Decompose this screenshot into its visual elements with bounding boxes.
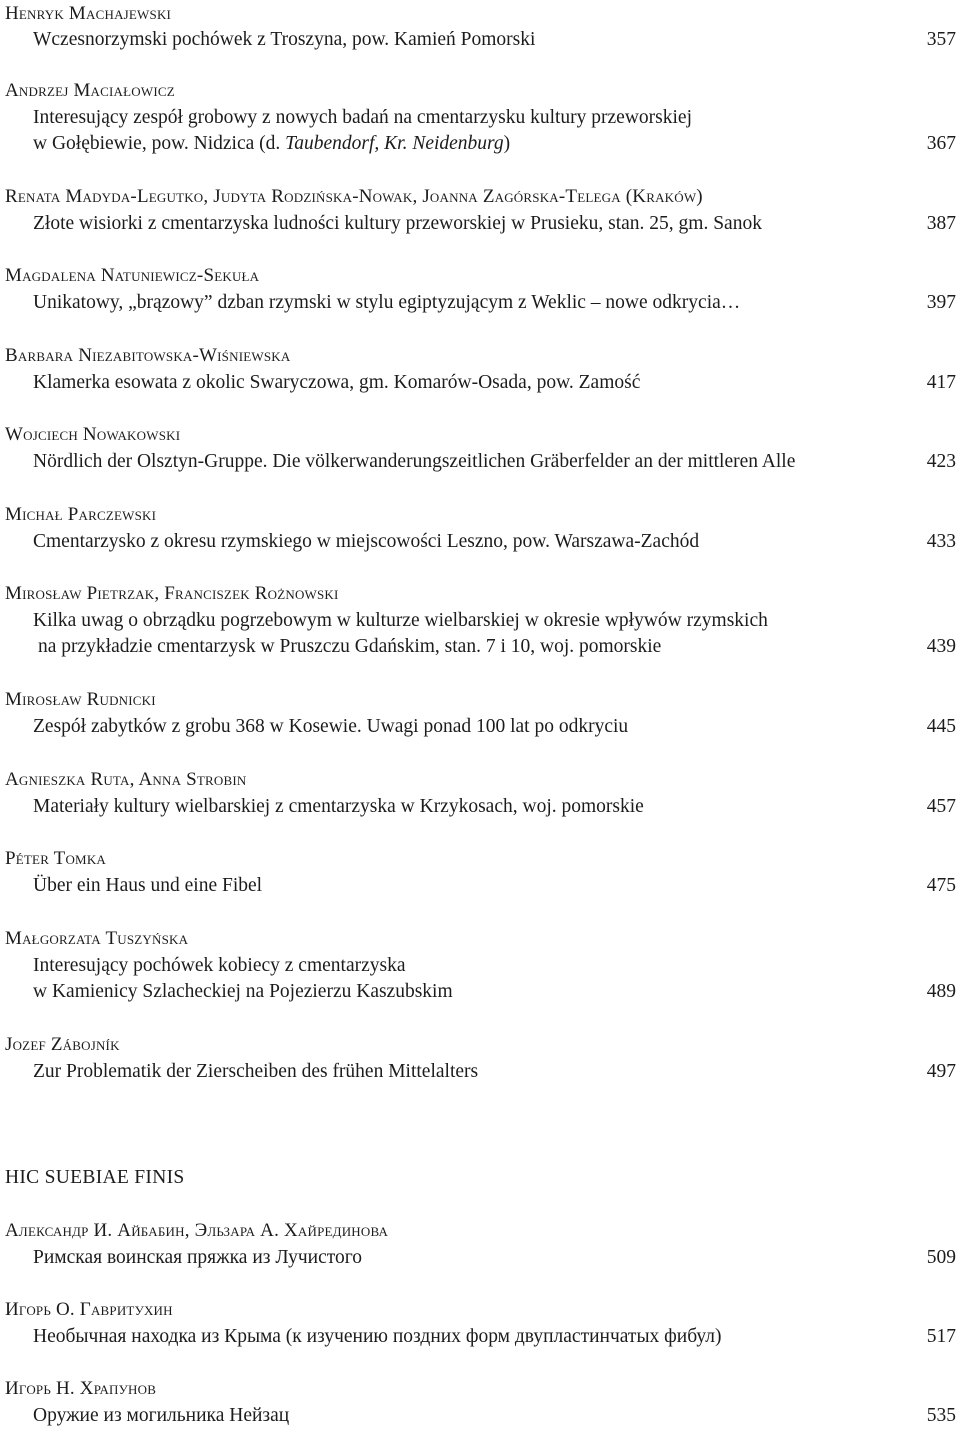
- entry-page-number: 489: [926, 981, 956, 1002]
- entry-title-continued: w Kamienicy Szlacheckiej na Pojezierzu Kaszubskim: [33, 981, 453, 1002]
- entry-author: Agnieszka Ruta, Anna Strobin: [5, 769, 247, 790]
- entry-author: Henryk Machajewski: [5, 3, 172, 24]
- entry-title: Materiały kultury wielbarskiej z cmentarzyska w Krzykosach, woj. pomorskie: [33, 796, 644, 817]
- entry-author: Michał Parczewski: [5, 504, 157, 525]
- entry-title: Złote wisiorki z cmentarzyska ludności kultury przeworskiej w Prusieku, stan. 25, gm. Sanok: [33, 213, 762, 234]
- entry-page-number: 357: [926, 29, 956, 50]
- entry-page-number: 387: [926, 213, 956, 234]
- entry-title: Über ein Haus und eine Fibel: [33, 875, 263, 896]
- entry-author: Péter Tomka: [5, 848, 106, 869]
- entry-author: Jozef Zábojník: [5, 1034, 120, 1055]
- entry-page-number: 509: [926, 1247, 956, 1268]
- entry-page-number: 439: [926, 636, 956, 657]
- section-heading: HIC SUEBIAE FINIS: [5, 1167, 185, 1188]
- entry-title: Unikatowy, „brązowy” dzban rzymski w stylu egiptyzującym z Weklic – nowe odkrycia…: [33, 292, 741, 313]
- entry-title: Nördlich der Olsztyn-Gruppe. Die völkerwanderungszeitlichen Gräberfelder an der mittleren Alle: [33, 451, 796, 472]
- entry-page-number: 397: [926, 292, 956, 313]
- entry-title-continued: [33, 132, 510, 156]
- entry-author: Małgorzata Tuszyńska: [5, 928, 189, 949]
- entry-title-italic-part: Taubendorf, Kr. Neidenburg: [285, 133, 504, 154]
- entry-title-part: w Gołębiewie, pow. Nidzica (d.: [33, 133, 286, 154]
- entry-page-number: 457: [926, 796, 956, 817]
- entry-page-number: 417: [926, 372, 956, 393]
- entry-author: Andrzej Maciałowicz: [5, 80, 175, 101]
- entry-title: Римская воинская пряжка из Лучистого: [33, 1247, 362, 1268]
- entry-author: Игорь О. Гавритухин: [5, 1299, 173, 1320]
- entry-title: Wczesnorzymski pochówek z Troszyna, pow. Kamień Pomorski: [33, 29, 536, 50]
- entry-author: Wojciech Nowakowski: [5, 424, 181, 445]
- entry-page-number: 497: [926, 1061, 956, 1082]
- entry-title-continued: na przykładzie cmentarzysk w Pruszczu Gdańskim, stan. 7 i 10, woj. pomorskie: [38, 636, 662, 657]
- entry-title: Zespół zabytków z grobu 368 w Kosewie. Uwagi ponad 100 lat po odkryciu: [33, 716, 629, 737]
- entry-title: Kilka uwag o obrządku pogrzebowym w kulturze wielbarskiej w okresie wpływów rzymskich: [33, 610, 768, 631]
- entry-page-number: 475: [926, 875, 956, 896]
- entry-page-number: 433: [926, 531, 956, 552]
- entry-author: Игорь Н. Храпунов: [5, 1378, 157, 1399]
- entry-page-number: 423: [926, 451, 956, 472]
- entry-title-part: ): [503, 133, 511, 154]
- entry-page-number: 535: [926, 1405, 956, 1426]
- entry-author: Mirosław Pietrzak, Franciszek Rożnowski: [5, 583, 339, 604]
- entry-page-number: 517: [926, 1326, 956, 1347]
- entry-title: Необычная находка из Крыма (к изучению поздних форм двупластинчатых фибул): [33, 1326, 722, 1347]
- entry-page-number: 445: [926, 716, 956, 737]
- entry-title: Cmentarzysko z okresu rzymskiego w miejscowości Leszno, pow. Warszawa-Zachód: [33, 531, 700, 552]
- entry-author: Barbara Niezabitowska-Wiśniewska: [5, 345, 291, 366]
- entry-author: Renata Madyda-Legutko, Judyta Rodzińska-Nowak, Joanna Zagórska-Telega (Kraków): [5, 186, 703, 207]
- entry-title: Оружие из могильника Нейзац: [33, 1405, 290, 1426]
- entry-title: Zur Problematik der Zierscheiben des frühen Mittelalters: [33, 1061, 479, 1082]
- entry-title: Interesujący pochówek kobiecy z cmentarzyska: [33, 955, 406, 976]
- entry-author: Александр И. Айбабин, Эльзара А. Хайрединова: [5, 1220, 389, 1241]
- entry-page-number: 367: [926, 133, 956, 154]
- entry-title: Klamerka esowata z okolic Swaryczowa, gm. Komarów-Osada, pow. Zamość: [33, 372, 641, 393]
- entry-author: Mirosław Rudnicki: [5, 689, 156, 710]
- entry-author: Magdalena Natuniewicz-Sekuła: [5, 265, 260, 286]
- entry-title: Interesujący zespół grobowy z nowych badań na cmentarzysku kultury przeworskiej: [33, 107, 692, 128]
